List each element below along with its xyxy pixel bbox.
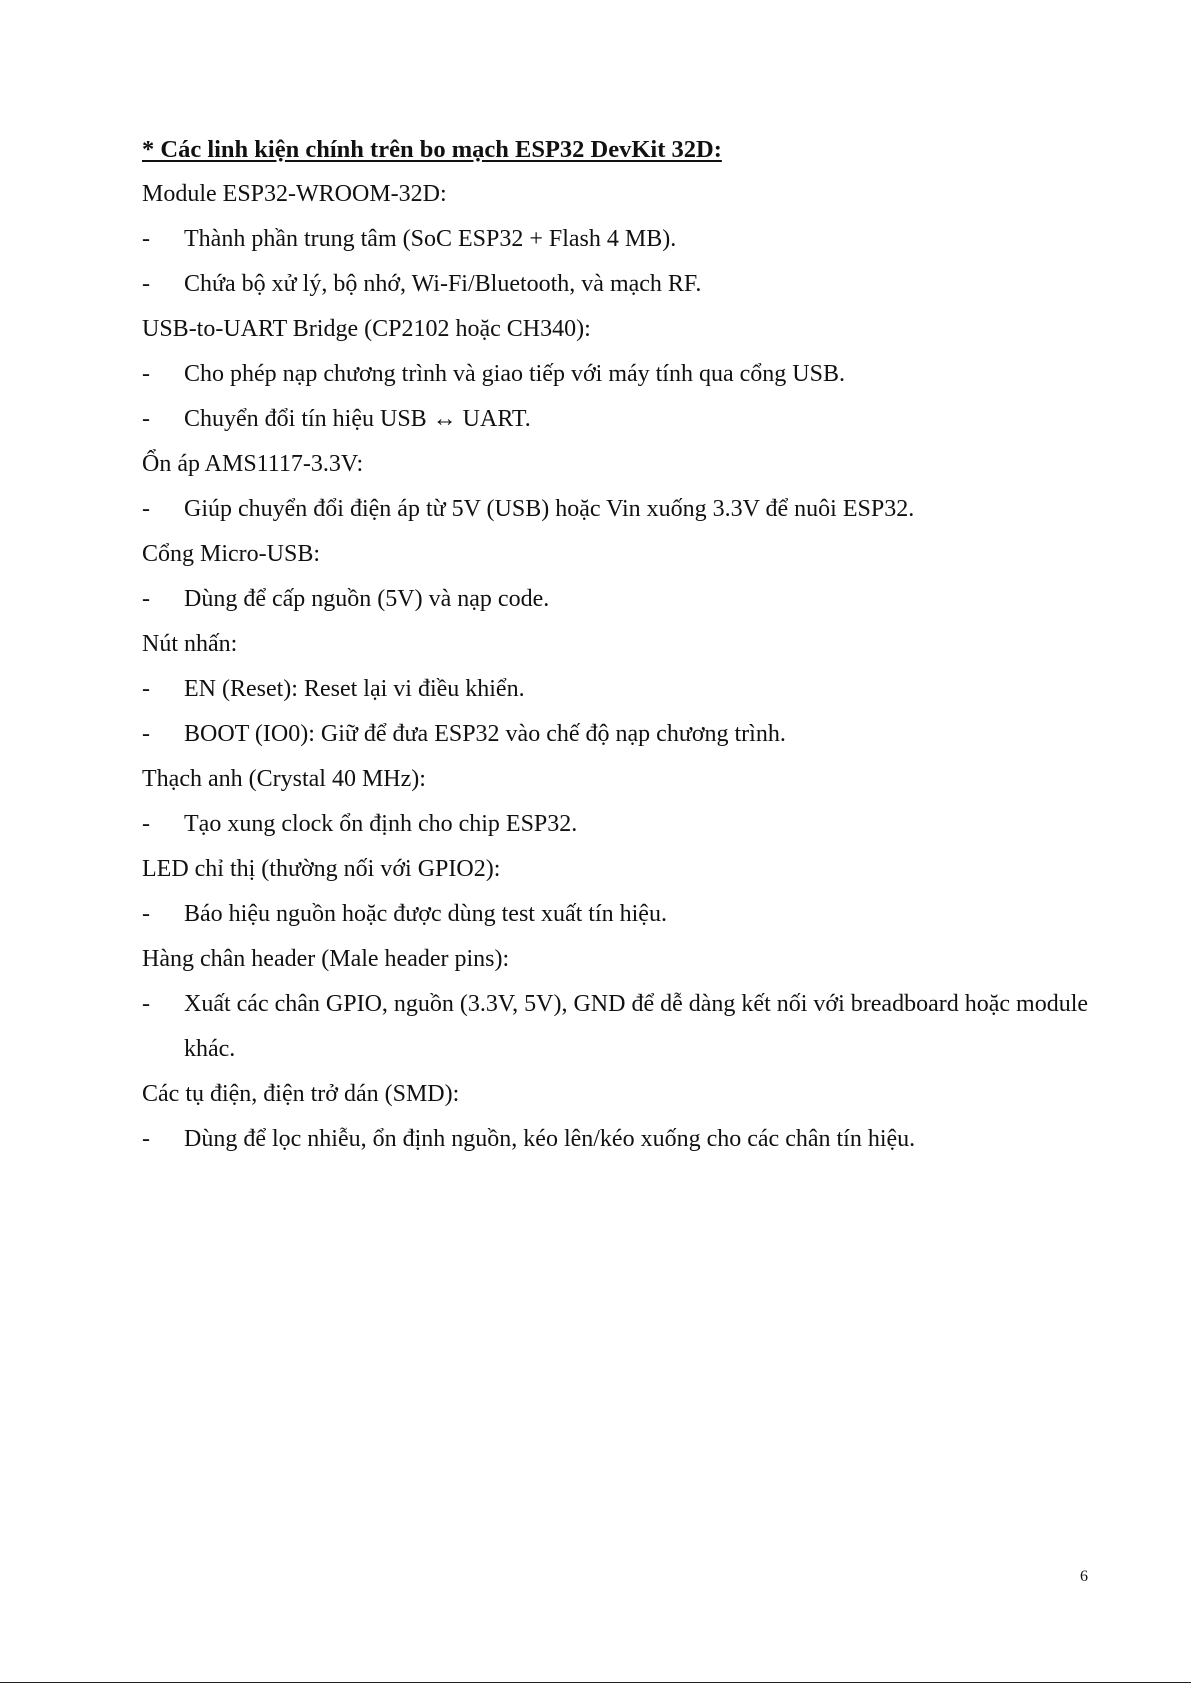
- bullet-item: [142, 892, 1102, 937]
- bullet-text: Cho phép nạp chương trình và giao tiếp với máy tính qua cổng USB.: [184, 361, 845, 387]
- bullet-dash: -: [142, 271, 150, 297]
- bullet-dash: -: [142, 406, 150, 432]
- component-list: [142, 172, 1102, 1162]
- section-heading: * Các linh kiện chính trên bo mạch ESP32 DevKit 32D:: [142, 136, 722, 163]
- bullet-dash: -: [142, 226, 150, 252]
- bullet-text: Giúp chuyển đổi điện áp từ 5V (USB) hoặc Vin xuống 3.3V để nuôi ESP32.: [184, 496, 915, 522]
- component-title: LED chỉ thị (thường nối với GPIO2):: [142, 856, 501, 882]
- component-title: Nút nhấn:: [142, 631, 238, 657]
- bullet-item: [142, 1117, 1102, 1162]
- bullet-dash: -: [142, 586, 150, 612]
- bullet-text: Chứa bộ xử lý, bộ nhớ, Wi-Fi/Bluetooth, và mạch RF.: [184, 271, 702, 297]
- bullet-text: Báo hiệu nguồn hoặc được dùng test xuất tín hiệu.: [184, 901, 667, 927]
- component-title: Hàng chân header (Male header pins):: [142, 946, 510, 972]
- bullet-item: [142, 352, 1102, 397]
- bullet-text: Thành phần trung tâm (SoC ESP32 + Flash 4 MB).: [184, 226, 677, 252]
- bullet-text: Tạo xung clock ổn định cho chip ESP32.: [184, 811, 578, 837]
- bullet-dash: -: [142, 1126, 150, 1152]
- bullet-dash: -: [142, 496, 150, 522]
- bullet-item: [142, 712, 1102, 757]
- page-number: 6: [1080, 1568, 1088, 1585]
- bullet-text: Chuyển đổi tín hiệu USB ↔ UART.: [184, 406, 531, 432]
- bullet-text: Dùng để lọc nhiễu, ổn định nguồn, kéo lên/kéo xuống cho các chân tín hiệu.: [184, 1126, 916, 1152]
- bullet-item: [142, 982, 1102, 1072]
- component-title: USB-to-UART Bridge (CP2102 hoặc CH340):: [142, 316, 591, 342]
- bullet-item: [142, 802, 1102, 847]
- bullet-dash: -: [142, 721, 150, 747]
- bottom-rule: [0, 1682, 1191, 1683]
- bullet-dash: -: [142, 676, 150, 702]
- bullet-item: [142, 217, 1102, 262]
- bullet-text: Dùng để cấp nguồn (5V) và nạp code.: [184, 586, 550, 612]
- component-title: Cổng Micro-USB:: [142, 541, 321, 567]
- bullet-dash: -: [142, 991, 150, 1017]
- component-title: Ổn áp AMS1117-3.3V:: [142, 451, 364, 477]
- bullet-item: [142, 487, 1102, 532]
- bullet-item: [142, 397, 1102, 442]
- bullet-item: [142, 577, 1102, 622]
- bullet-dash: -: [142, 811, 150, 837]
- bullet-dash: -: [142, 901, 150, 927]
- component-title: Các tụ điện, điện trở dán (SMD):: [142, 1081, 460, 1107]
- bullet-item: [142, 667, 1102, 712]
- page-content: [142, 128, 1102, 1162]
- bullet-item: [142, 262, 1102, 307]
- bullet-text: BOOT (IO0): Giữ để đưa ESP32 vào chế độ nạp chương trình.: [184, 721, 786, 747]
- bullet-text: EN (Reset): Reset lại vi điều khiển.: [184, 676, 525, 702]
- component-title: Thạch anh (Crystal 40 MHz):: [142, 766, 426, 792]
- component-title: Module ESP32-WROOM-32D:: [142, 181, 447, 207]
- bullet-text: Xuất các chân GPIO, nguồn (3.3V, 5V), GND để dễ dàng kết nối với breadboard hoặc module khác.: [184, 991, 1089, 1062]
- bullet-dash: -: [142, 361, 150, 387]
